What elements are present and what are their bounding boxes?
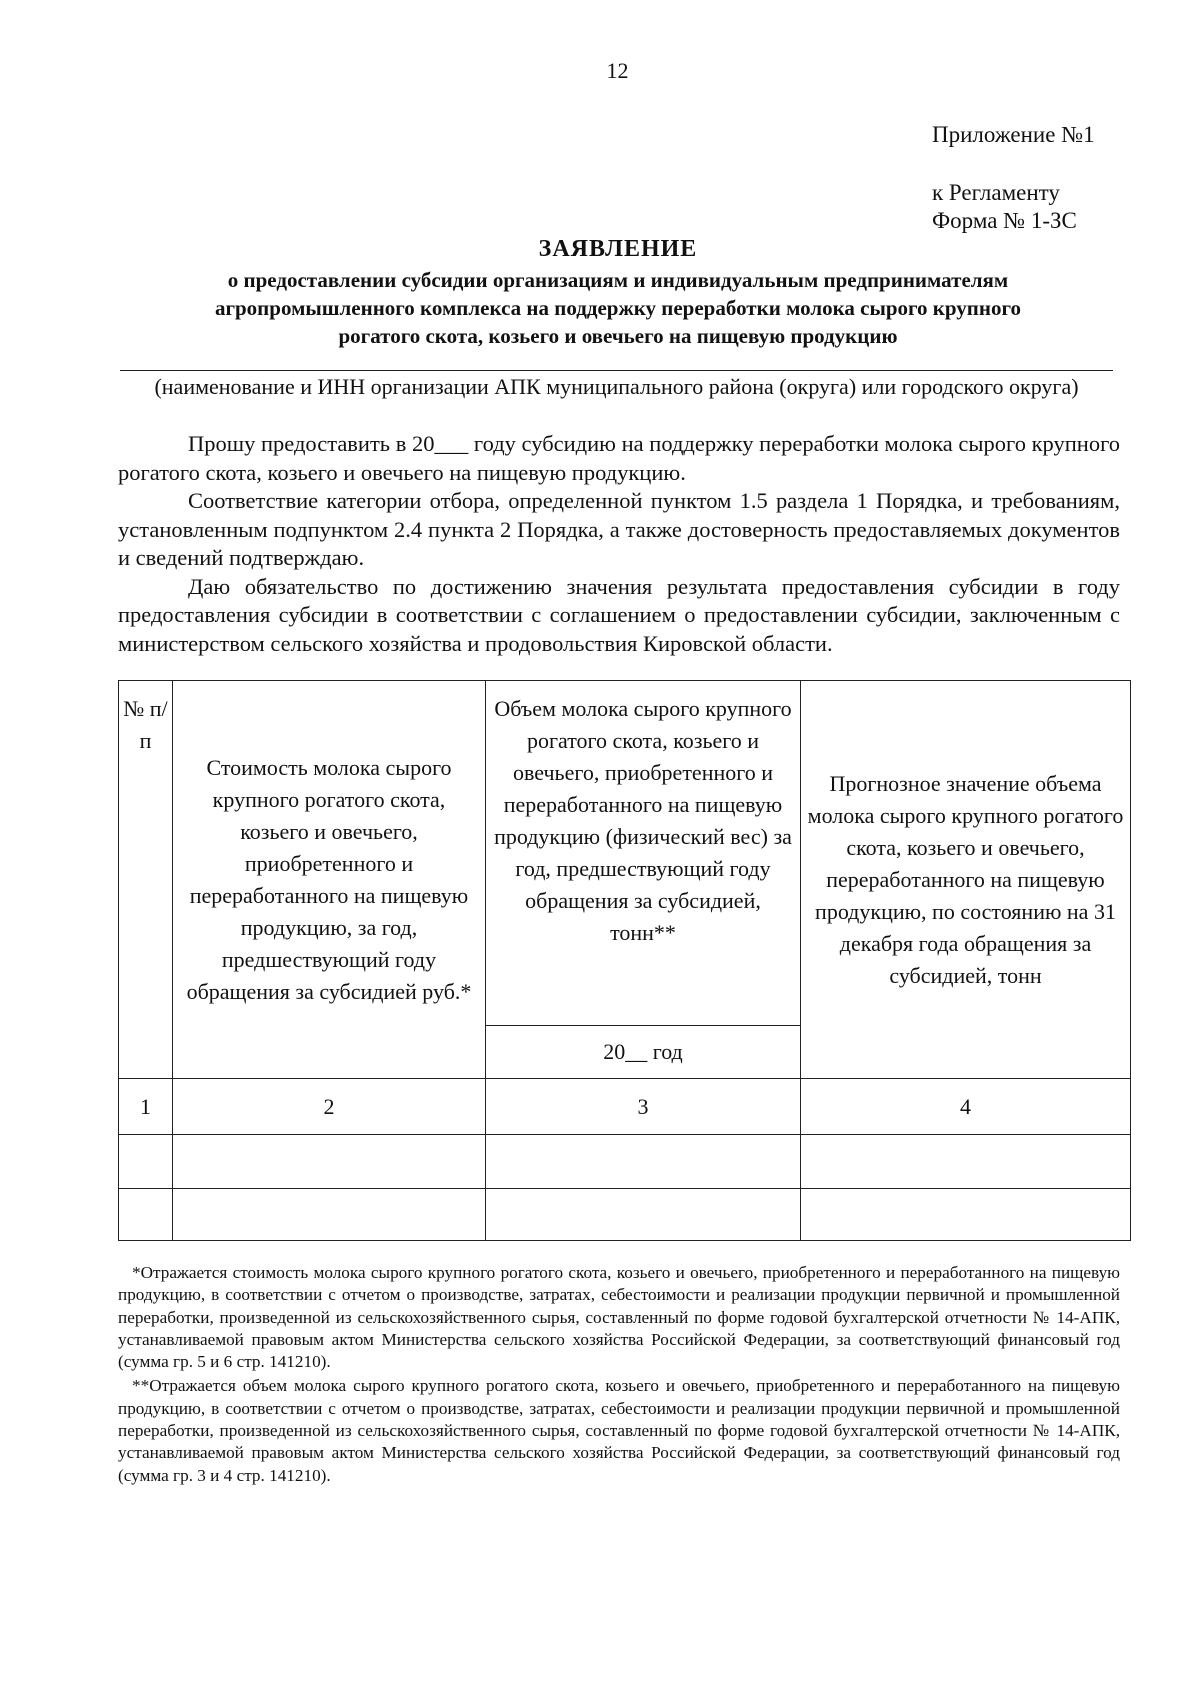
header-cost: Стоимость молока сырого крупного рогатого скота, козьего и овечьего, приобретенного и переработанного на пищевую продукцию, за год, предшествующий году обращения за субсидией руб.*: [173, 681, 486, 1079]
subsidy-table: [118, 680, 1131, 1241]
column-number-cell: 4: [801, 1079, 1131, 1135]
footnote-cost: *Отражается стоимость молока сырого крупного рогатого скота, козьего и овечьего, приобретенного и переработанного на пищевую продукцию, в соответствии с отчетом о производстве, затратах, себестоимости и реализации продукции первичной и промышленной переработки, произведенной из сельскохозяйственного сырья, составленный по форме годовой бухгалтерской отчетности № 14-АПК, устанавливаемой правовым актом Министерства сельского хозяйства Российской Федерации, за соответствующий финансовый год (сумма гр. 5 и 6 стр. 141210).: [118, 1263, 1120, 1372]
annex-form-number: Форма № 1-ЗС: [932, 208, 1077, 233]
empty-cell: [173, 1135, 486, 1189]
empty-cell: [486, 1189, 801, 1241]
empty-cell: [119, 1189, 173, 1241]
document-title: ЗАЯВЛЕНИЕ: [538, 236, 698, 262]
header-volume-year: 20__ год: [486, 1026, 801, 1079]
empty-cell: [801, 1135, 1131, 1189]
request-paragraph: Прошу предоставить в 20___ году субсидию на поддержку переработки молока сырого крупного рогатого скота, козьего и овечьего на пищевую продукцию.: [118, 431, 1120, 485]
header-forecast: Прогнозное значение объема молока сырого крупного рогатого скота, козьего и овечьего, переработанного на пищевую продукцию, по состоянию на 31 декабря года обращения за субсидией, тонн: [801, 681, 1131, 1079]
empty-cell: [119, 1135, 173, 1189]
obligation-paragraph: Даю обязательство по достижению значения результата предоставления субсидии в году предоставления субсидии в соответствии с соглашением о предоставлении субсидии, заключенным с министерством сельского хозяйства и продовольствия Кировской области.: [118, 573, 1120, 656]
column-number-cell: 1: [119, 1079, 173, 1135]
empty-cell: [801, 1189, 1131, 1241]
document-subtitle-line-1: о предоставлении субсидии организациям и индивидуальным предпринимателям: [227, 268, 1009, 292]
document-heading: [118, 232, 1118, 350]
empty-cell: [173, 1189, 486, 1241]
column-number-cell: 3: [486, 1079, 801, 1135]
annex-title: Приложение №1: [932, 122, 1095, 147]
applicant-name-line: [120, 370, 1113, 371]
annex-regulation: к Регламенту: [932, 180, 1060, 205]
footnotes: [118, 1262, 1120, 1489]
header-row-number: № п/п: [119, 681, 173, 1079]
applicant-name-caption: (наименование и ИНН организации АПК муниципального района (округа) или городского округа): [154, 374, 1079, 399]
compliance-paragraph: Соответствие категории отбора, определенной пунктом 1.5 раздела 1 Порядка, и требованиям, установленным подпунктом 2.4 пункта 2 Порядка, а также достоверность предоставляемых документов и сведений подтверждаю.: [118, 488, 1120, 570]
header-volume: Объем молока сырого крупного рогатого скота, козьего и овечьего, приобретенного и переработанного на пищевую продукцию (физический вес) за год, предшествующий году обращения за субсидией, тонн**: [486, 681, 801, 1026]
empty-cell: [486, 1135, 801, 1189]
column-number-cell: 2: [173, 1079, 486, 1135]
page-number: 12: [606, 58, 629, 83]
document-subtitle-line-2: агропромышленного комплекса на поддержку переработки молока сырого крупного: [214, 296, 1022, 320]
document-subtitle-line-3: рогатого скота, козьего и овечьего на пищевую продукцию: [338, 324, 898, 348]
footnote-volume: **Отражается объем молока сырого крупного рогатого скота, козьего и овечьего, приобретенного и переработанного на пищевую продукцию, в соответствии с отчетом о производстве, затратах, себестоимости и реализации продукции первичной и промышленной переработки, произведенной из сельскохозяйственного сырья, составленный по форме годовой бухгалтерской отчетности № 14-АПК, устанавливаемой правовым актом Министерства сельского хозяйства Российской Федерации, за соответствующий финансовый год (сумма гр. 3 и 4 стр. 141210).: [118, 1376, 1120, 1485]
application-body: [118, 430, 1120, 658]
